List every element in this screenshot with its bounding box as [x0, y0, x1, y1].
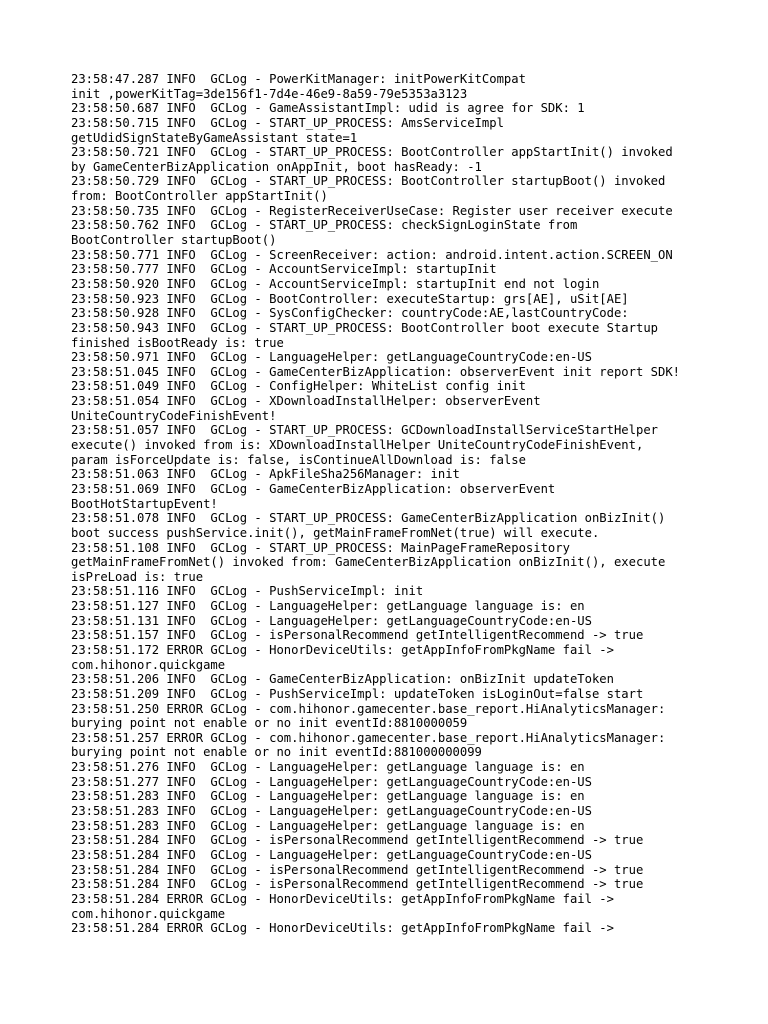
log-line: 23:58:51.283 INFO GCLog - LanguageHelper: getLanguage language is: en [71, 818, 585, 833]
log-line: 23:58:51.284 INFO GCLog - isPersonalRecommend getIntelligentRecommend -> true [71, 833, 644, 848]
log-line: 23:58:51.069 INFO GCLog - GameCenterBizApplication: observerEvent [71, 481, 556, 496]
log-line: 23:58:51.284 ERROR GCLog - HonorDeviceUtils: getAppInfoFromPkgName fail -> [71, 921, 614, 936]
log-line: 23:58:51.116 INFO GCLog - PushServiceImpl: init [71, 584, 424, 599]
log-line: 23:58:50.777 INFO GCLog - AccountServiceImpl: startupInit [71, 262, 497, 277]
log-line: by GameCenterBizApplication onAppInit, boot hasReady: -1 [71, 159, 482, 174]
log-line: burying point not enable or no init eventId:8810000059 [71, 716, 468, 731]
log-line: 23:58:51.206 INFO GCLog - GameCenterBizApplication: onBizInit updateToken [71, 672, 614, 687]
log-line: UniteCountryCodeFinishEvent! [71, 408, 277, 423]
log-line: 23:58:50.920 INFO GCLog - AccountServiceImpl: startupInit end not login [71, 276, 600, 291]
log-line: 23:58:50.971 INFO GCLog - LanguageHelper: getLanguageCountryCode:en-US [71, 350, 592, 365]
log-line: 23:58:51.209 INFO GCLog - PushServiceImpl: updateToken isLoginOut=false start [71, 686, 644, 701]
log-line: getMainFrameFromNet() invoked from: GameCenterBizApplication onBizInit(), execute [71, 555, 666, 570]
log-line: 23:58:51.078 INFO GCLog - START_UP_PROCESS: GameCenterBizApplication onBizInit() [71, 511, 666, 526]
log-line: burying point not enable or no init eventId:881000000099 [71, 745, 482, 760]
log-line: 23:58:51.054 INFO GCLog - XDownloadInstallHelper: observerEvent [71, 394, 541, 409]
log-line: 23:58:51.284 INFO GCLog - isPersonalRecommend getIntelligentRecommend -> true [71, 877, 644, 892]
log-line: 23:58:50.943 INFO GCLog - START_UP_PROCESS: BootController boot execute Startup [71, 320, 658, 335]
log-line: 23:58:51.063 INFO GCLog - ApkFileSha256Manager: init [71, 467, 460, 482]
log-line: 23:58:51.250 ERROR GCLog - com.hihonor.gamecenter.base_report.HiAnalyticsManager: [71, 701, 666, 716]
log-line: getUdidSignStateByGameAssistant state=1 [71, 130, 358, 145]
log-line: 23:58:51.284 INFO GCLog - isPersonalRecommend getIntelligentRecommend -> true [71, 862, 644, 877]
log-line: param isForceUpdate is: false, isContinueAllDownload is: false [71, 452, 526, 467]
log-line: 23:58:50.771 INFO GCLog - ScreenReceiver: action: android.intent.action.SCREEN_ON [71, 247, 673, 262]
log-line: boot success pushService.init(), getMainFrameFromNet(true) will execute. [71, 525, 600, 540]
log-line: 23:58:50.762 INFO GCLog - START_UP_PROCESS: checkSignLoginState from [71, 218, 578, 233]
log-line: BootController startupBoot() [71, 233, 277, 248]
log-line: 23:58:51.127 INFO GCLog - LanguageHelper: getLanguage language is: en [71, 599, 585, 614]
log-text-block [71, 72, 711, 936]
log-line: 23:58:51.108 INFO GCLog - START_UP_PROCESS: MainPageFrameRepository [71, 540, 570, 555]
log-line: 23:58:51.057 INFO GCLog - START_UP_PROCESS: GCDownloadInstallServiceStartHelper [71, 423, 658, 438]
log-line: isPreLoad is: true [71, 569, 204, 584]
log-line: 23:58:50.735 INFO GCLog - RegisterReceiverUseCase: Register user receiver execute [71, 203, 673, 218]
log-line: 23:58:51.049 INFO GCLog - ConfigHelper: WhiteList config init [71, 379, 526, 394]
log-line: 23:58:51.277 INFO GCLog - LanguageHelper: getLanguageCountryCode:en-US [71, 774, 592, 789]
log-line: 23:58:51.276 INFO GCLog - LanguageHelper: getLanguage language is: en [71, 760, 585, 775]
log-line: BootHotStartupEvent! [71, 496, 218, 511]
log-line: 23:58:51.284 ERROR GCLog - HonorDeviceUtils: getAppInfoFromPkgName fail -> [71, 891, 614, 906]
log-line: 23:58:47.287 INFO GCLog - PowerKitManager: initPowerKitCompat [71, 72, 526, 86]
log-line: init ,powerKitTag=3de156f1-7d4e-46e9-8a59-79e5353a3123 [71, 86, 468, 101]
log-line: 23:58:51.045 INFO GCLog - GameCenterBizApplication: observerEvent init report SDK! [71, 364, 681, 379]
log-line: 23:58:51.284 INFO GCLog - LanguageHelper: getLanguageCountryCode:en-US [71, 847, 592, 862]
log-line: 23:58:50.715 INFO GCLog - START_UP_PROCESS: AmsServiceImpl [71, 115, 504, 130]
log-line: execute() invoked from is: XDownloadInstallHelper UniteCountryCodeFinishEvent, [71, 438, 644, 453]
log-line: 23:58:50.928 INFO GCLog - SysConfigChecker: countryCode:AE,lastCountryCode: [71, 306, 629, 321]
log-line: 23:58:50.721 INFO GCLog - START_UP_PROCESS: BootController appStartInit() invoked [71, 145, 673, 160]
log-line: 23:58:51.257 ERROR GCLog - com.hihonor.gamecenter.base_report.HiAnalyticsManager: [71, 730, 666, 745]
log-line: 23:58:51.283 INFO GCLog - LanguageHelper: getLanguage language is: en [71, 789, 585, 804]
log-line: com.hihonor.quickgame [71, 657, 226, 672]
log-line: com.hihonor.quickgame [71, 906, 226, 921]
log-line: 23:58:51.172 ERROR GCLog - HonorDeviceUtils: getAppInfoFromPkgName fail -> [71, 642, 614, 657]
log-line: 23:58:51.131 INFO GCLog - LanguageHelper: getLanguageCountryCode:en-US [71, 613, 592, 628]
log-line: 23:58:50.687 INFO GCLog - GameAssistantImpl: udid is agree for SDK: 1 [71, 101, 585, 116]
log-line: 23:58:50.923 INFO GCLog - BootController: executeStartup: grs[AE], uSit[AE] [71, 291, 629, 306]
log-line: 23:58:51.157 INFO GCLog - isPersonalRecommend getIntelligentRecommend -> true [71, 628, 644, 643]
log-line: 23:58:51.283 INFO GCLog - LanguageHelper: getLanguageCountryCode:en-US [71, 804, 592, 819]
log-line: from: BootController appStartInit() [71, 189, 328, 204]
log-line: finished isBootReady is: true [71, 335, 284, 350]
log-line: 23:58:50.729 INFO GCLog - START_UP_PROCESS: BootController startupBoot() invoked [71, 174, 666, 189]
